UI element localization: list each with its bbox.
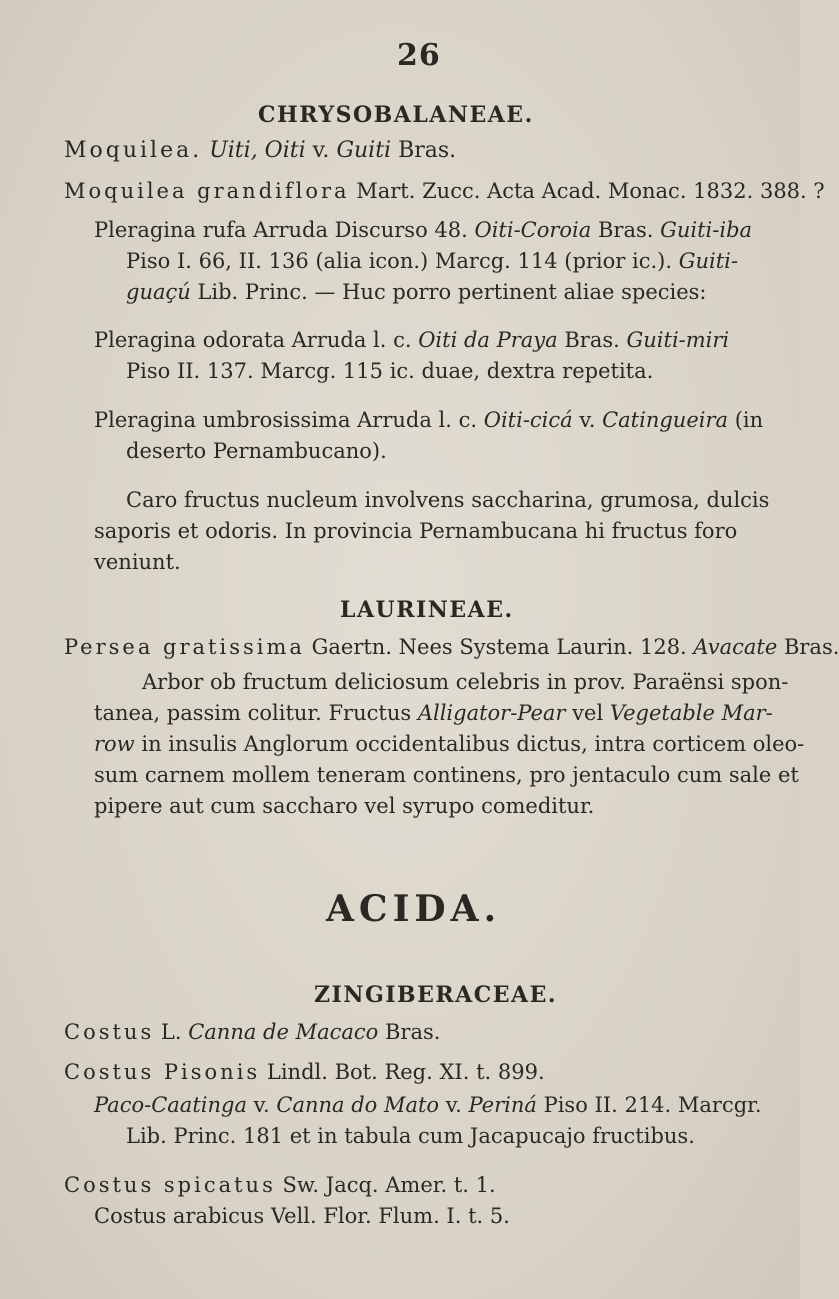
- text: Sw. Jacq. Amer. t. 1.: [275, 1173, 496, 1197]
- text: v.: [572, 408, 603, 432]
- vernacular-name: Uiti, Oiti: [209, 138, 306, 163]
- vernacular-name: Guiti-iba: [660, 218, 753, 242]
- entry-line: [94, 405, 763, 435]
- text: Pleragina umbrosissima Arruda l. c.: [94, 408, 484, 432]
- entry-line: [64, 1170, 496, 1200]
- text: Pleragina odorata Arruda l. c.: [94, 328, 419, 352]
- text: v.: [439, 1093, 469, 1117]
- text: Lindl. Bot. Reg. XI. t. 899.: [260, 1060, 545, 1084]
- species-name: Moquilea grandiflora: [64, 179, 350, 203]
- text: v.: [246, 1093, 277, 1117]
- species-name: Costus Pisonis: [64, 1060, 261, 1084]
- vernacular-name: Alligator-Pear: [417, 701, 566, 725]
- entry-line: Lib. Princ. 181 et in tabula cum Jacapucajo fructibus.: [126, 1124, 695, 1148]
- paragraph-line: Arbor ob fructum deliciosum celebris in prov. Paraënsi spon-: [142, 670, 789, 694]
- text: L.: [154, 1020, 189, 1044]
- genus-name: Costus: [64, 1020, 155, 1044]
- entry-line: Piso II. 137. Marcg. 115 ic. duae, dextra repetita.: [126, 359, 654, 383]
- text: tanea, passim colitur. Fructus: [94, 701, 418, 725]
- entry-line: deserto Pernambucano).: [126, 439, 387, 463]
- text: Bras.: [378, 1020, 441, 1044]
- vernacular-name: Guiti: [336, 138, 392, 163]
- entry-line: [94, 215, 752, 245]
- vernacular-name: Paco-Caatinga: [94, 1093, 247, 1117]
- text: v.: [305, 138, 337, 163]
- vernacular-name: Avacate: [693, 635, 778, 659]
- text: Piso II. 214. Marcgr.: [536, 1093, 762, 1117]
- genus-name: Moquilea.: [64, 138, 203, 163]
- vernacular-name: Vegetable Mar-: [609, 701, 773, 725]
- text: Mart. Zucc. Acta Acad. Monac. 1832. 388. ?: [349, 179, 825, 203]
- vernacular-name: Canna de Macaco: [188, 1020, 379, 1044]
- paragraph-line: saporis et odoris. In provincia Pernambucana hi fructus foro: [94, 519, 738, 543]
- class-heading-acida: ACIDA.: [326, 888, 502, 930]
- paragraph-line: sum carnem mollem teneram continens, pro jentaculo cum sale et: [94, 763, 799, 787]
- page-number: 26: [397, 38, 441, 73]
- vernacular-name: Oiti da Praya: [418, 328, 558, 352]
- entry-line: [64, 632, 839, 662]
- text: Lib. Princ. — Huc porro pertinent aliae species:: [190, 280, 707, 304]
- entry-line: [64, 136, 456, 166]
- vernacular-name: Oiti-Coroia: [474, 218, 592, 242]
- text: Bras.: [591, 218, 661, 242]
- vernacular-name: Oiti-cicá: [483, 408, 573, 432]
- section-heading-chrysobalaneae: CHRYSOBALANEAE.: [258, 102, 534, 128]
- text: Bras.: [557, 328, 627, 352]
- vernacular-name: Catingueira: [602, 408, 729, 432]
- vernacular-name: guaçú: [126, 280, 191, 304]
- text: Bras.: [777, 635, 839, 659]
- text: vel: [565, 701, 610, 725]
- entry-line: [94, 325, 729, 355]
- entry-line: [94, 1090, 762, 1120]
- vernacular-name: row: [94, 732, 135, 756]
- species-name: Persea gratissima: [64, 635, 305, 659]
- text: Piso I. 66, II. 136 (alia icon.) Marcg. 114 (prior ic.).: [126, 249, 679, 273]
- section-heading-zingiberaceae: ZINGIBERACEAE.: [314, 982, 558, 1008]
- paragraph-line: [94, 729, 804, 759]
- entry-line: [64, 1057, 545, 1087]
- entry-line: [126, 277, 707, 307]
- text: Pleragina rufa Arruda Discurso 48.: [94, 218, 475, 242]
- text: (in: [728, 408, 764, 432]
- text: Bras.: [391, 138, 457, 163]
- vernacular-name: Canna do Mato: [276, 1093, 440, 1117]
- paragraph-line: veniunt.: [94, 550, 181, 574]
- entry-line: [64, 1017, 440, 1047]
- text: Gaertn. Nees Systema Laurin. 128.: [304, 635, 694, 659]
- paragraph-line: [94, 698, 773, 728]
- vernacular-name: Periná: [468, 1093, 537, 1117]
- entry-line: [126, 246, 738, 276]
- text: in insulis Anglorum occidentalibus dictus, intra corticem oleo-: [134, 732, 805, 756]
- paragraph-line: Caro fructus nucleum involvens saccharina, grumosa, dulcis: [126, 488, 770, 512]
- vernacular-name: Guiti-miri: [626, 328, 730, 352]
- section-heading-laurineae: LAURINEAE.: [340, 597, 514, 623]
- vernacular-name: Guiti-: [678, 249, 738, 273]
- entry-line: Costus arabicus Vell. Flor. Flum. I. t. 5.: [94, 1204, 510, 1228]
- paragraph-line: pipere aut cum saccharo vel syrupo comeditur.: [94, 794, 595, 818]
- species-name: Costus spicatus: [64, 1173, 276, 1197]
- entry-line: [64, 176, 825, 206]
